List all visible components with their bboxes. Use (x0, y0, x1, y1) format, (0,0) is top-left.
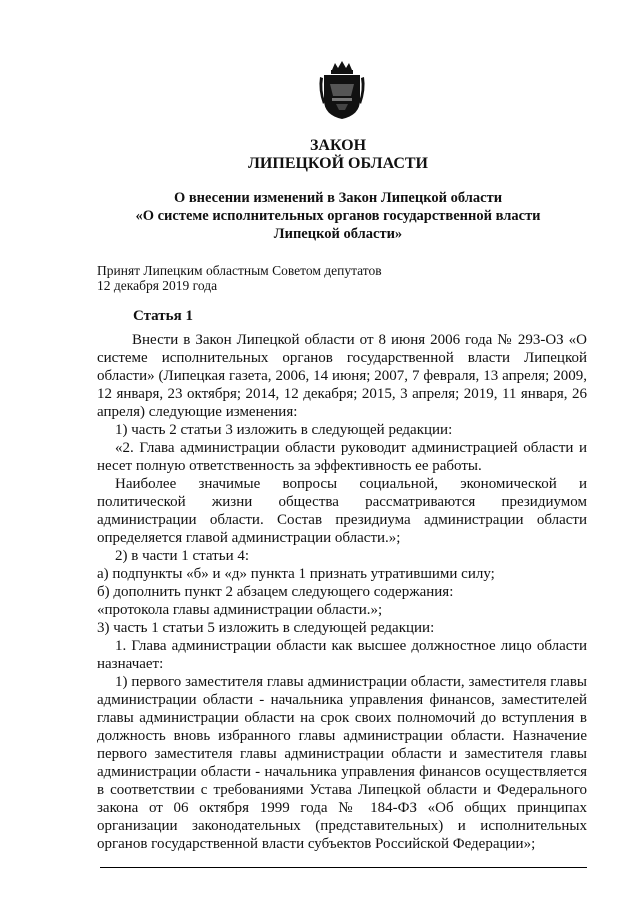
paragraph: 1) первого заместителя главы администрации области, заместителя главы администрации области - начальника управления финансов, заместителей главы администрации области на срок своих полномочий до вступления в должность вновь избранного главы администрации области. Назначение первого заместителя главы администрации области и заместителя главы администрации области - начальника управления финансов осуществляется в соответствии с требованиями Устава Липецкой области и Федерального закона от 06 октября 1999 года № 184-ФЗ «Об общих принципах организации законодательных (представительных) и исполнительных органов государственной власти субъектов Российской Федерации»; (97, 674, 587, 852)
paragraph: а) подпункты «б» и «д» пункта 1 признать утратившими силу; (97, 566, 495, 582)
document-subtitle-line1: О внесении изменений в Закон Липецкой области (173, 190, 503, 206)
paragraph: 1. Глава администрации области как высшее должностное лицо области назначает: (97, 638, 587, 672)
coat-of-arms-icon (318, 60, 366, 120)
paragraph: «2. Глава администрации области руководит администрацией области и несет полную ответственность за эффективность ее работы. (97, 440, 587, 474)
paragraph: Наиболее значимые вопросы социальной, экономической и политической жизни общества рассматриваются президиумом администрации области. Состав президиума администрации области определяется главой администрации области.»; (97, 476, 587, 546)
paragraph: б) дополнить пункт 2 абзацем следующего содержания: (97, 584, 454, 600)
document-type: ЗАКОН (309, 137, 367, 154)
paragraph: 1) часть 2 статьи 3 изложить в следующей редакции: (115, 422, 453, 438)
article-title: Статья 1 (133, 308, 193, 324)
paragraph: 3) часть 1 статьи 5 изложить в следующей редакции: (97, 620, 435, 636)
paragraph: Внести в Закон Липецкой области от 8 июня 2006 года № 293-ОЗ «О системе исполнительных органов государственной власти Липецкой области» (Липецкая газета, 2006, 14 июня; 2007, 7 февраля, 13 апреля; 2009, 12 января, 23 октября; 2014, 12 декабря; 2015, 3 апреля; 2019, 11 января, 26 апреля) следующие изменения: (97, 332, 587, 420)
document-region: ЛИПЕЦКОЙ ОБЛАСТИ (248, 155, 428, 172)
paragraph: 2) в части 1 статьи 4: (115, 548, 250, 564)
document-subtitle-line2: «О системе исполнительных органов государственной власти (135, 208, 541, 224)
document-subtitle-line3: Липецкой области» (273, 226, 403, 242)
adopted-by: Принят Липецким областным Советом депутатов (97, 263, 382, 278)
article-body (97, 331, 587, 853)
adopted-date: 12 декабря 2019 года (97, 278, 218, 293)
paragraph: «протокола главы администрации области.»; (97, 602, 383, 618)
page-footer-rule (100, 867, 587, 868)
